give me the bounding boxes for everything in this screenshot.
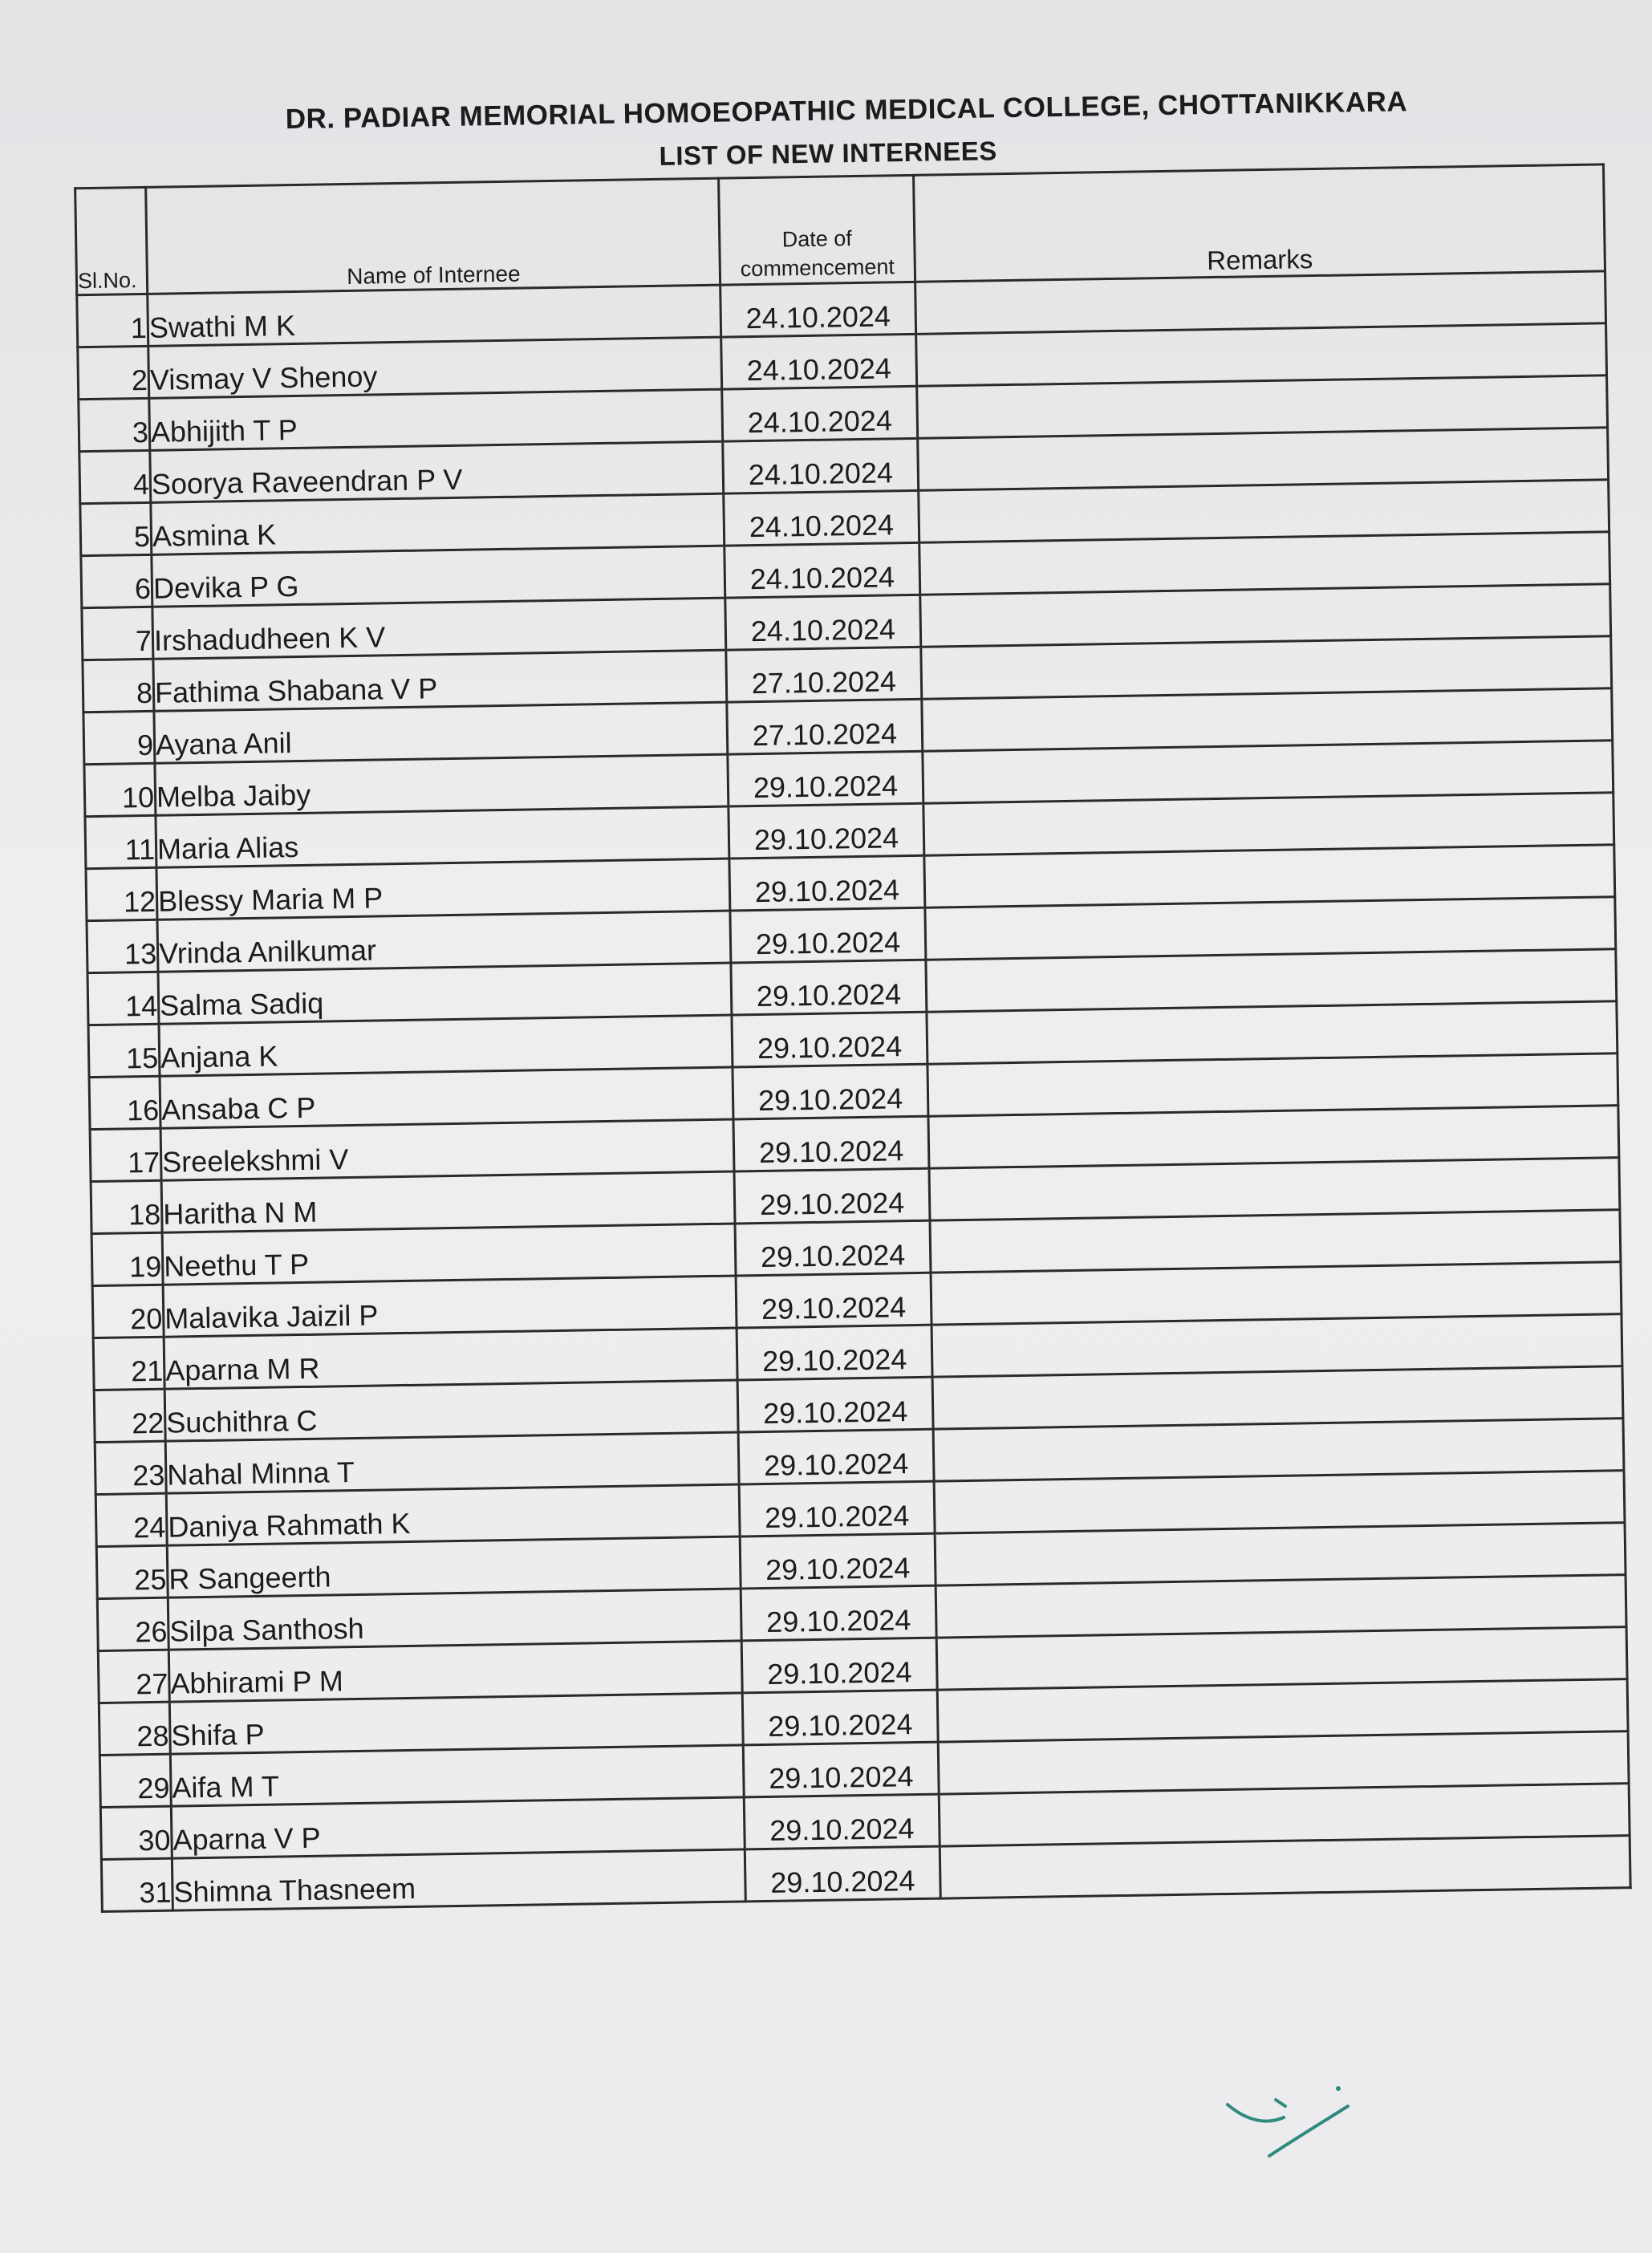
row-name: Irshadudheen K V <box>152 598 726 659</box>
row-name: Shifa P <box>169 1693 743 1754</box>
row-sl-no: 23 <box>95 1441 166 1494</box>
header-date <box>719 175 915 285</box>
row-name: Malavika Jaizil P <box>163 1276 737 1337</box>
row-date: 29.10.2024 <box>744 1794 940 1849</box>
row-date: 29.10.2024 <box>733 1064 928 1119</box>
college-title: DR. PADIAR MEMORIAL HOMOEOPATHIC MEDICAL COLLEGE, CHOTTANIKKARA <box>285 86 1408 136</box>
row-sl-no: 20 <box>92 1285 164 1338</box>
row-sl-no: 4 <box>79 450 151 503</box>
row-sl-no: 17 <box>90 1128 161 1181</box>
row-name: Suchithra C <box>164 1380 738 1441</box>
row-sl-no: 3 <box>79 398 150 451</box>
row-sl-no: 11 <box>85 815 156 868</box>
row-date: 29.10.2024 <box>736 1273 932 1328</box>
table-body <box>77 271 1630 1912</box>
row-date: 29.10.2024 <box>731 960 927 1015</box>
row-name: Asmina K <box>151 493 725 554</box>
row-sl-no: 24 <box>95 1493 167 1546</box>
row-name: Devika P G <box>152 546 725 607</box>
row-date: 29.10.2024 <box>728 751 923 806</box>
row-name: Vismay V Shenoy <box>148 337 722 398</box>
row-name: Neethu T P <box>162 1224 736 1285</box>
document <box>64 60 1645 1910</box>
row-sl-no: 13 <box>87 919 158 972</box>
row-date: 29.10.2024 <box>740 1533 936 1589</box>
row-date: 29.10.2024 <box>745 1846 940 1902</box>
row-date: 24.10.2024 <box>724 490 919 546</box>
row-sl-no: 18 <box>91 1180 162 1233</box>
row-date: 24.10.2024 <box>725 595 921 650</box>
row-date: 24.10.2024 <box>721 334 917 389</box>
row-sl-no: 5 <box>80 502 152 555</box>
row-date: 24.10.2024 <box>725 542 920 598</box>
row-name: Aparna M R <box>164 1328 737 1389</box>
row-name: Ayana Anil <box>154 702 728 763</box>
row-date: 27.10.2024 <box>726 647 922 702</box>
row-date: 29.10.2024 <box>735 1220 931 1276</box>
row-sl-no: 2 <box>78 346 149 399</box>
row-sl-no: 12 <box>86 867 157 920</box>
row-sl-no: 6 <box>81 554 152 607</box>
row-name: Nahal Minna T <box>165 1432 739 1493</box>
header-date-line2: commencement <box>740 254 895 282</box>
row-date: 29.10.2024 <box>738 1429 934 1484</box>
row-name: Anjana K <box>159 1015 733 1076</box>
row-name: Daniya Rahmath K <box>166 1484 740 1545</box>
row-date: 29.10.2024 <box>733 1116 929 1171</box>
row-date: 24.10.2024 <box>720 282 916 337</box>
row-sl-no: 26 <box>97 1597 168 1650</box>
row-sl-no: 29 <box>99 1754 171 1807</box>
row-sl-no: 19 <box>91 1232 163 1285</box>
row-date: 29.10.2024 <box>734 1168 930 1224</box>
header-name: Name of Internee <box>146 178 720 294</box>
row-name: Abhirami P M <box>168 1641 742 1702</box>
row-date: 29.10.2024 <box>743 1742 939 1797</box>
row-name: Melba Jaiby <box>155 754 729 815</box>
row-name: Salma Sadiq <box>158 963 732 1024</box>
row-date: 24.10.2024 <box>722 386 918 441</box>
row-date: 29.10.2024 <box>729 803 924 859</box>
row-name: Ansaba C P <box>160 1067 733 1128</box>
row-sl-no: 27 <box>98 1650 169 1703</box>
row-name: Swathi M K <box>148 285 721 346</box>
row-name: Aparna V P <box>171 1797 745 1858</box>
row-sl-no: 31 <box>101 1858 173 1911</box>
row-sl-no: 16 <box>89 1076 160 1129</box>
header-date-line1: Date of <box>781 226 853 252</box>
row-name: Maria Alias <box>156 806 729 867</box>
row-name: Soorya Raveendran P V <box>150 441 724 502</box>
row-name: Fathima Shabana V P <box>153 650 727 711</box>
signature-icon <box>1220 2082 1364 2170</box>
row-date: 29.10.2024 <box>737 1377 933 1432</box>
row-sl-no: 22 <box>94 1389 165 1442</box>
row-sl-no: 14 <box>87 972 159 1025</box>
row-date: 29.10.2024 <box>737 1325 932 1380</box>
internee-table <box>74 163 1632 1913</box>
row-name: R Sangeerth <box>167 1537 741 1597</box>
list-title: LIST OF NEW INTERNEES <box>659 136 998 171</box>
row-name: Abhijith T P <box>149 389 723 450</box>
row-date: 29.10.2024 <box>741 1585 936 1641</box>
row-name: Aifa M T <box>170 1745 744 1806</box>
row-sl-no: 7 <box>82 607 153 660</box>
row-name: Shimna Thasneem <box>172 1849 745 1910</box>
row-sl-no: 8 <box>83 659 154 712</box>
row-sl-no: 28 <box>99 1702 170 1755</box>
row-sl-no: 1 <box>77 294 148 347</box>
row-name: Vrinda Anilkumar <box>157 911 731 972</box>
row-sl-no: 21 <box>93 1337 164 1390</box>
row-sl-no: 25 <box>96 1545 168 1598</box>
row-date: 29.10.2024 <box>730 907 926 963</box>
row-name: Silpa Santhosh <box>168 1589 741 1650</box>
row-date: 29.10.2024 <box>729 855 925 911</box>
row-date: 29.10.2024 <box>732 1012 927 1067</box>
row-sl-no: 30 <box>100 1806 172 1859</box>
row-name: Blessy Maria M P <box>156 859 730 919</box>
row-date: 29.10.2024 <box>739 1481 935 1537</box>
header-sl-no: Sl.No. <box>75 187 148 294</box>
row-date: 24.10.2024 <box>723 438 919 493</box>
row-name: Haritha N M <box>161 1171 735 1232</box>
row-sl-no: 10 <box>84 763 156 816</box>
row-sl-no: 15 <box>88 1024 160 1077</box>
row-date: 29.10.2024 <box>742 1690 938 1745</box>
row-sl-no: 9 <box>83 711 155 764</box>
row-name: Sreelekshmi V <box>160 1119 734 1180</box>
row-date: 27.10.2024 <box>727 699 923 754</box>
row-date: 29.10.2024 <box>741 1638 937 1693</box>
row-remarks <box>940 1836 1630 1899</box>
header-remarks: Remarks <box>914 164 1605 282</box>
